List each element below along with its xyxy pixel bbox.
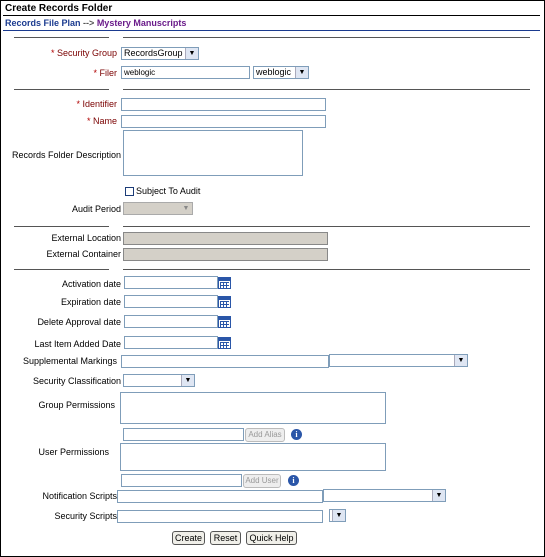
calendar-icon[interactable] xyxy=(218,337,231,349)
group-permissions-label: Group Permissions xyxy=(38,400,115,410)
breadcrumb-divider xyxy=(3,30,540,31)
section-divider-right xyxy=(123,89,530,90)
breadcrumb-current: Mystery Manuscripts xyxy=(96,18,187,28)
chevron-down-icon: ▼ xyxy=(432,490,445,501)
title-divider xyxy=(3,15,540,16)
section-divider-right xyxy=(123,37,530,38)
security-classification-select[interactable] xyxy=(123,374,195,387)
filer-label: * Filer xyxy=(93,68,117,78)
group-permissions-list[interactable] xyxy=(120,392,386,424)
audit-period-label: Audit Period xyxy=(71,204,121,214)
calendar-icon[interactable] xyxy=(218,316,231,328)
section-divider-right xyxy=(123,226,530,227)
chevron-down-icon: ▼ xyxy=(181,375,194,386)
quick-help-button[interactable]: Quick Help xyxy=(246,531,297,545)
section-divider-left xyxy=(14,269,109,270)
chevron-down-icon: ▼ xyxy=(185,48,198,59)
security-scripts-select[interactable] xyxy=(329,509,346,522)
notification-scripts-select[interactable] xyxy=(323,489,446,502)
security-scripts-input[interactable] xyxy=(117,510,323,523)
chevron-down-icon: ▼ xyxy=(332,510,345,521)
audit-period-select[interactable] xyxy=(123,202,193,215)
security-classification-label: Security Classification xyxy=(32,376,121,386)
user-permissions-list[interactable] xyxy=(120,443,386,471)
calendar-icon[interactable] xyxy=(218,296,231,308)
add-user-button[interactable]: Add User xyxy=(243,474,281,488)
subject-to-audit-label: Subject To Audit xyxy=(136,186,201,196)
description-label: Records Folder Description xyxy=(11,150,121,160)
create-button[interactable]: Create xyxy=(172,531,205,545)
section-divider-left xyxy=(14,37,109,38)
section-divider-left xyxy=(14,89,109,90)
supplemental-markings-input[interactable] xyxy=(121,355,329,368)
info-icon[interactable]: i xyxy=(288,475,299,486)
subject-to-audit-checkbox[interactable] xyxy=(125,187,134,196)
external-location-label: External Location xyxy=(51,233,121,243)
user-input[interactable] xyxy=(121,474,242,487)
section-divider-left xyxy=(14,226,109,227)
activation-date-input[interactable] xyxy=(124,276,218,289)
section-divider-right xyxy=(123,269,530,270)
delete-approval-date-input[interactable] xyxy=(124,315,218,328)
user-permissions-label: User Permissions xyxy=(38,447,109,457)
expiration-date-label: Expiration date xyxy=(60,297,121,307)
reset-button[interactable]: Reset xyxy=(210,531,241,545)
breadcrumb-root-link[interactable]: Records File Plan xyxy=(5,18,81,28)
chevron-down-icon: ▼ xyxy=(454,355,467,366)
activation-date-label: Activation date xyxy=(61,279,121,289)
external-location-input[interactable] xyxy=(123,232,328,245)
external-container-label: External Container xyxy=(46,249,121,259)
filer-select[interactable] xyxy=(253,66,309,79)
name-input[interactable] xyxy=(121,115,326,128)
breadcrumb xyxy=(5,18,186,28)
identifier-input[interactable] xyxy=(121,98,326,111)
last-item-added-date-label: Last Item Added Date xyxy=(34,339,121,349)
notification-scripts-input[interactable] xyxy=(117,490,323,503)
name-label: * Name xyxy=(86,116,117,126)
expiration-date-input[interactable] xyxy=(124,295,218,308)
security-group-value: RecordsGroup xyxy=(124,48,183,58)
chevron-down-icon: ▼ xyxy=(180,203,192,214)
breadcrumb-separator: --> xyxy=(83,18,95,28)
filer-select-value: weblogic xyxy=(256,67,292,77)
page-title: Create Records Folder xyxy=(5,3,113,14)
external-container-input[interactable] xyxy=(123,248,328,261)
add-alias-button[interactable]: Add Alias xyxy=(245,428,285,442)
description-textarea[interactable] xyxy=(123,130,303,176)
chevron-down-icon: ▼ xyxy=(295,67,308,78)
calendar-icon[interactable] xyxy=(218,277,231,289)
supplemental-markings-select[interactable] xyxy=(329,354,468,367)
supplemental-markings-label: Supplemental Markings xyxy=(22,356,117,366)
delete-approval-date-label: Delete Approval date xyxy=(37,317,121,327)
security-scripts-label: Security Scripts xyxy=(54,511,117,521)
info-icon[interactable]: i xyxy=(291,429,302,440)
group-alias-input[interactable] xyxy=(123,428,244,441)
notification-scripts-label: Notification Scripts xyxy=(42,491,117,501)
last-item-added-date-input[interactable] xyxy=(124,336,218,349)
security-group-select[interactable] xyxy=(121,47,199,60)
identifier-label: * Identifier xyxy=(76,99,117,109)
security-group-label: * Security Group xyxy=(50,48,117,58)
filer-input[interactable]: weblogic xyxy=(121,66,250,79)
